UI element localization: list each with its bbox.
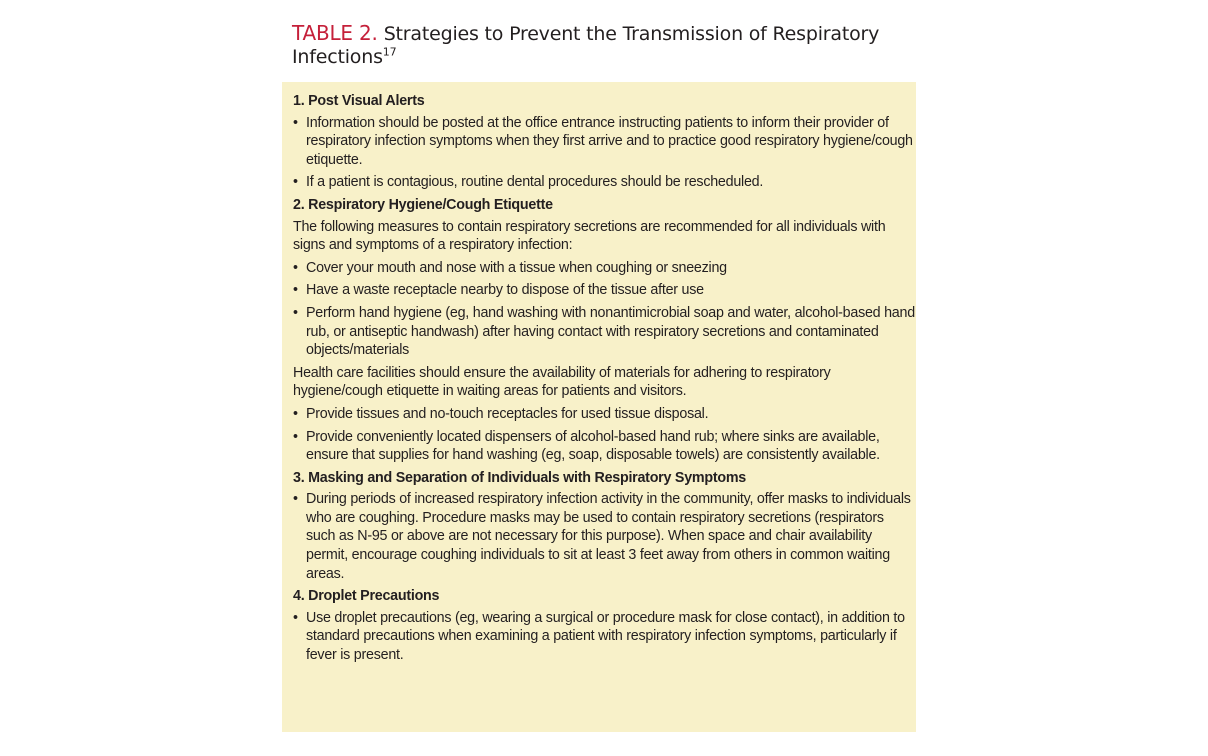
section-droplet-precautions [293,587,916,664]
bullet-item: • During periods of increased respiratory infection activity in the community, offer masks to individuals who are coughing. Procedure masks may be used to contain respiratory secretions (respirators such as N-95 or above are not necessary for this purpose). When space and chair availability permit, encourage coughing individuals to sit at least 3 feet away from others in common waiting areas. [293,490,916,583]
bullet-item: • If a patient is contagious, routine dental procedures should be rescheduled. [293,173,916,192]
section-heading: 4. Droplet Precautions [293,588,440,605]
section-respiratory-hygiene [293,196,916,465]
bullet-item: • Provide conveniently located dispensers of alcohol-based hand rub; where sinks are available, ensure that supplies for hand washing (eg, soap, disposable towels) are consistently available. [293,428,916,465]
table-panel [282,82,916,732]
bullet-item: • Perform hand hygiene (eg, hand washing with nonantimicrobial soap and water, alcohol-based hand rub, or antiseptic handwash) after having contact with respiratory secretions and contaminated objects/materials [293,304,916,360]
section-post-visual-alerts [293,92,916,192]
reference-superscript: 17 [382,45,397,59]
bullet-item: • Cover your mouth and nose with a tissue when coughing or sneezing [293,259,916,278]
section-masking-separation [293,469,916,584]
table-number: TABLE 2. [292,21,378,45]
section-heading: 2. Respiratory Hygiene/Cough Etiquette [293,196,553,213]
section-paragraph: Health care facilities should ensure the availability of materials for adhering to respiratory hygiene/cough etiquette in waiting areas for patients and visitors. [293,364,831,400]
bullet-item: • Provide tissues and no-touch receptacles for used tissue disposal. [293,405,916,424]
table-title [292,22,932,69]
bullet-item: • Have a waste receptacle nearby to dispose of the tissue after use [293,281,916,300]
section-heading: 1. Post Visual Alerts [293,93,425,109]
section-intro: The following measures to contain respiratory secretions are recommended for all individuals with signs and symptoms of a respiratory infection: [293,218,886,254]
table-title-line-1 [292,22,932,46]
bullet-item: • Use droplet precautions (eg, wearing a surgical or procedure mask for close contact), in addition to standard precautions when examining a patient with respiratory infection symptoms, particularly if fever is present. [293,609,916,665]
bullet-item: • Information should be posted at the office entrance instructing patients to inform their provider of respiratory infection symptoms when they first arrive and to practice good respiratory hygiene/cough etiquette. [293,114,916,170]
table-title-line-2 [292,46,932,69]
section-heading: 3. Masking and Separation of Individuals with Respiratory Symptoms [293,469,747,486]
table-title-text: Strategies to Prevent the Transmission of Respiratory [383,23,880,45]
table-title-text-continued: Infections [292,46,383,68]
